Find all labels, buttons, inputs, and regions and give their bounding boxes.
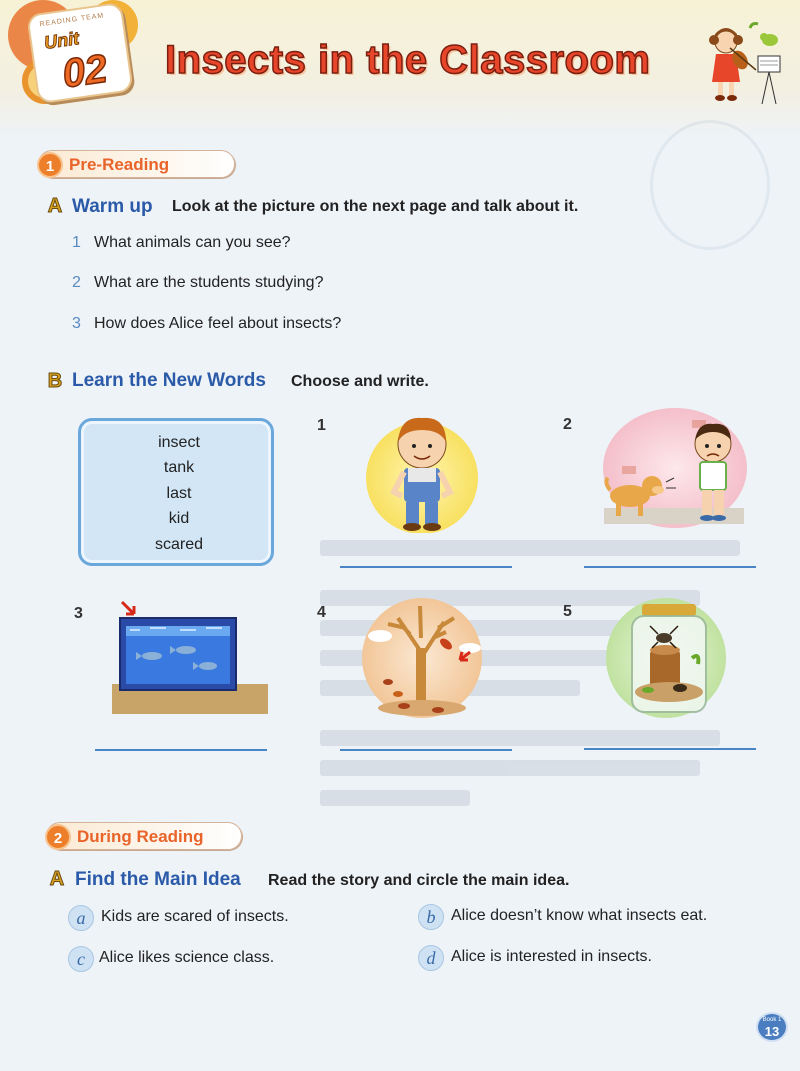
section-number-2: 2 bbox=[45, 824, 71, 850]
new-words-title: Learn the New Words bbox=[72, 370, 266, 391]
warm-up-question: 2 What are the students studying? bbox=[72, 274, 324, 291]
picture-number: 2 bbox=[563, 416, 572, 433]
warm-up-question: 1 What animals can you see? bbox=[72, 234, 291, 251]
last-leaf-tree-icon bbox=[358, 598, 488, 723]
picture-number: 3 bbox=[74, 605, 83, 622]
word-bank-item: kid bbox=[168, 510, 190, 527]
main-idea-title: Find the Main Idea bbox=[75, 869, 241, 890]
answer-line[interactable] bbox=[584, 748, 756, 750]
during-reading-heading bbox=[46, 822, 242, 850]
option-c-text[interactable]: Alice likes science class. bbox=[99, 949, 275, 966]
task-letter-a-main-idea: A bbox=[49, 868, 65, 890]
page-header bbox=[0, 0, 800, 110]
task-letter-a-warm-up: A bbox=[47, 195, 63, 217]
warm-up-question: 3 How does Alice feel about insects? bbox=[72, 315, 342, 332]
word-bank bbox=[78, 418, 274, 566]
pre-reading-heading bbox=[38, 150, 235, 178]
answer-line[interactable] bbox=[95, 749, 267, 751]
word-bank-item: insect bbox=[158, 434, 200, 451]
option-d-marker[interactable]: d bbox=[418, 945, 444, 971]
option-a-marker[interactable]: a bbox=[68, 905, 94, 931]
section-label-pre-reading: Pre-Reading bbox=[69, 155, 170, 174]
warm-up-title: Warm up bbox=[72, 196, 153, 217]
option-b-text[interactable]: Alice doesn’t know what insects eat. bbox=[451, 907, 708, 924]
violin-girl-icon bbox=[700, 18, 790, 108]
warm-up-instruction: Look at the picture on the next page and talk about it. bbox=[172, 198, 579, 215]
picture-number: 5 bbox=[563, 603, 572, 620]
main-idea-instruction: Read the story and circle the main idea. bbox=[268, 872, 570, 889]
unit-badge bbox=[8, 0, 148, 110]
unit-word: Unit bbox=[42, 28, 81, 53]
unit-number: 02 bbox=[59, 46, 110, 97]
scared-boy-dog-icon bbox=[600, 408, 750, 533]
page-title: Insects in the Classroom bbox=[165, 38, 651, 82]
task-letter-b-new-words: B bbox=[47, 370, 63, 392]
answer-line[interactable] bbox=[340, 566, 512, 568]
fish-tank-icon bbox=[110, 598, 270, 718]
answer-line[interactable] bbox=[584, 566, 756, 568]
picture-number: 1 bbox=[317, 417, 326, 434]
section-label-during-reading: During Reading bbox=[77, 827, 204, 846]
option-b-marker[interactable]: b bbox=[418, 904, 444, 930]
option-a-text[interactable]: Kids are scared of insects. bbox=[101, 908, 289, 925]
kid-boy-icon bbox=[360, 408, 490, 533]
book-label: Book 1 bbox=[762, 1017, 782, 1023]
page-number: 13 bbox=[764, 1024, 780, 1039]
answer-line[interactable] bbox=[340, 749, 512, 751]
option-d-text[interactable]: Alice is interested in insects. bbox=[451, 948, 652, 965]
word-bank-item: tank bbox=[163, 459, 195, 476]
section-number-1: 1 bbox=[37, 152, 63, 178]
insect-jar-icon bbox=[602, 598, 732, 723]
word-bank-item: scared bbox=[154, 536, 204, 553]
new-words-instruction: Choose and write. bbox=[291, 373, 429, 390]
page-number-badge bbox=[756, 1012, 788, 1042]
unit-small-label: READING TEAM bbox=[39, 12, 105, 29]
picture-number: 4 bbox=[317, 604, 326, 621]
word-bank-item: last bbox=[166, 485, 192, 502]
option-c-marker[interactable]: c bbox=[68, 946, 94, 972]
